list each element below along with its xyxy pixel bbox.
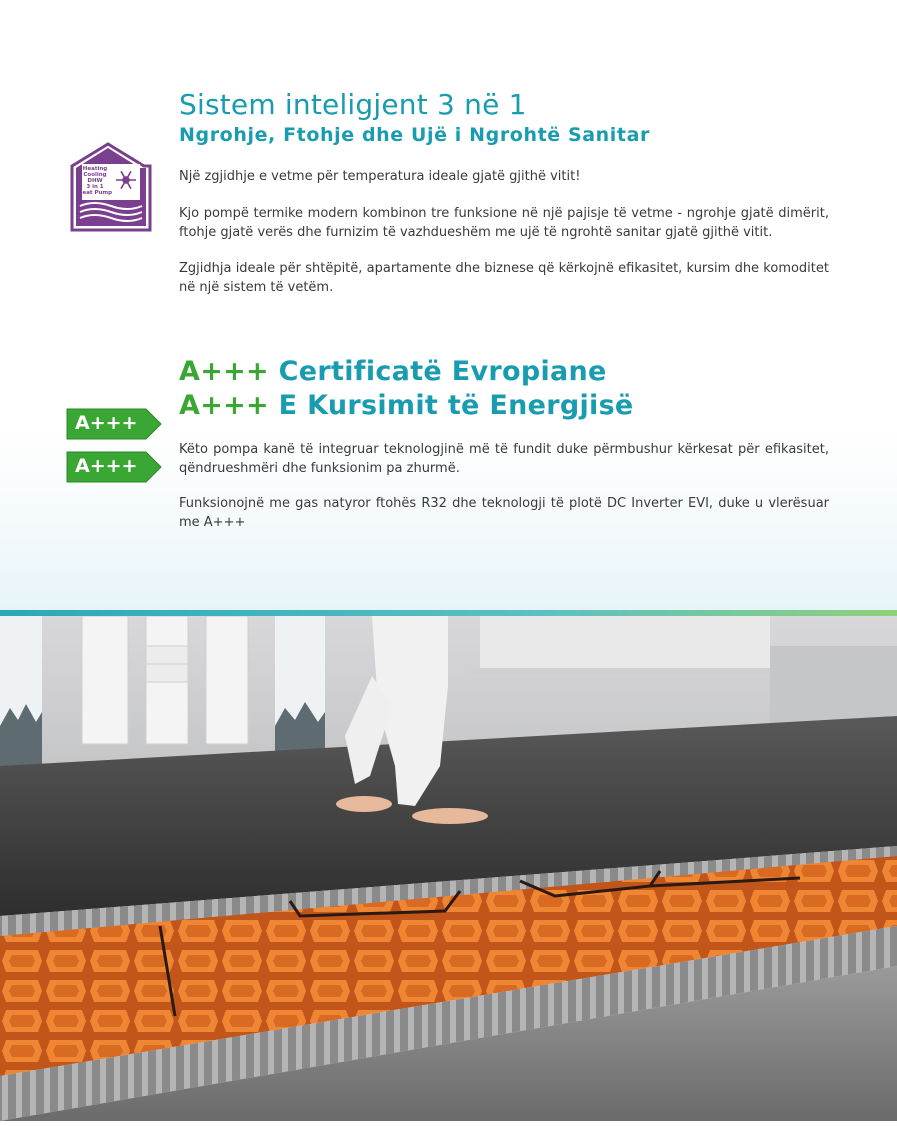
underfloor-heating-photo <box>0 616 897 1121</box>
badge-line-3in1: 3 in 1 <box>86 184 104 190</box>
paragraph-description: Kjo pompë termike modern kombinon tre funksione në një pajisje të vetme - ngrohje gjatë dimërit, ftohje gjatë verës dhe furnizim të vazhdueshëm me ujë të ngrohtë sanitar gjatë gjithë vitit. <box>179 206 829 240</box>
paragraph-r32-inverter: Funksionojnë me gas natyror ftohës R32 dhe teknologji të plotë DC Inverter EVI, duke u vlerësuar me A+++ <box>179 496 829 530</box>
heat-pump-3in1-badge-icon <box>68 142 154 232</box>
badge-line-dhw: DHW <box>87 178 103 184</box>
energy-label-a-plus-plus-plus <box>66 451 162 483</box>
section-title-european-certificate <box>179 356 607 387</box>
rating-prefix: A+++ <box>179 390 269 421</box>
section-title-smart-system: Sistem inteligjent 3 në 1 <box>179 88 527 121</box>
paragraph-ideal-solution: Zgjidhja ideale për shtëpitë, apartamente dhe biznese që kërkojnë efikasitet, kursim dhe komoditet në një sistem të vetëm. <box>179 261 829 295</box>
badge-line-heatpump: Heat Pump <box>77 190 113 196</box>
badge-line-heating: Heating <box>82 166 108 172</box>
rating-prefix: A+++ <box>179 356 269 387</box>
paragraph-intro: Një zgjidhje e vetme për temperatura ideale gjatë gjithë vitit! <box>179 169 581 184</box>
section-subtitle: Ngrohje, Ftohje dhe Ujë i Ngrohtë Sanitar <box>179 124 650 146</box>
energy-label-text: A+++ <box>75 412 138 434</box>
badge-line-cooling: Cooling <box>83 172 107 178</box>
title-text: E Kursimit të Energjisë <box>268 390 634 421</box>
title-text: Certificatë Evropiane <box>268 356 607 387</box>
energy-label-a-plus-plus-plus <box>66 408 162 440</box>
section-title-energy-saving <box>179 390 634 421</box>
paragraph-technology: Këto pompa kanë të integruar teknologjinë më të fundit duke përmbushur kërkesat për efikasitet, qëndrueshmëri dhe funksionim pa zhurmë. <box>179 442 829 476</box>
energy-label-text: A+++ <box>75 455 138 477</box>
